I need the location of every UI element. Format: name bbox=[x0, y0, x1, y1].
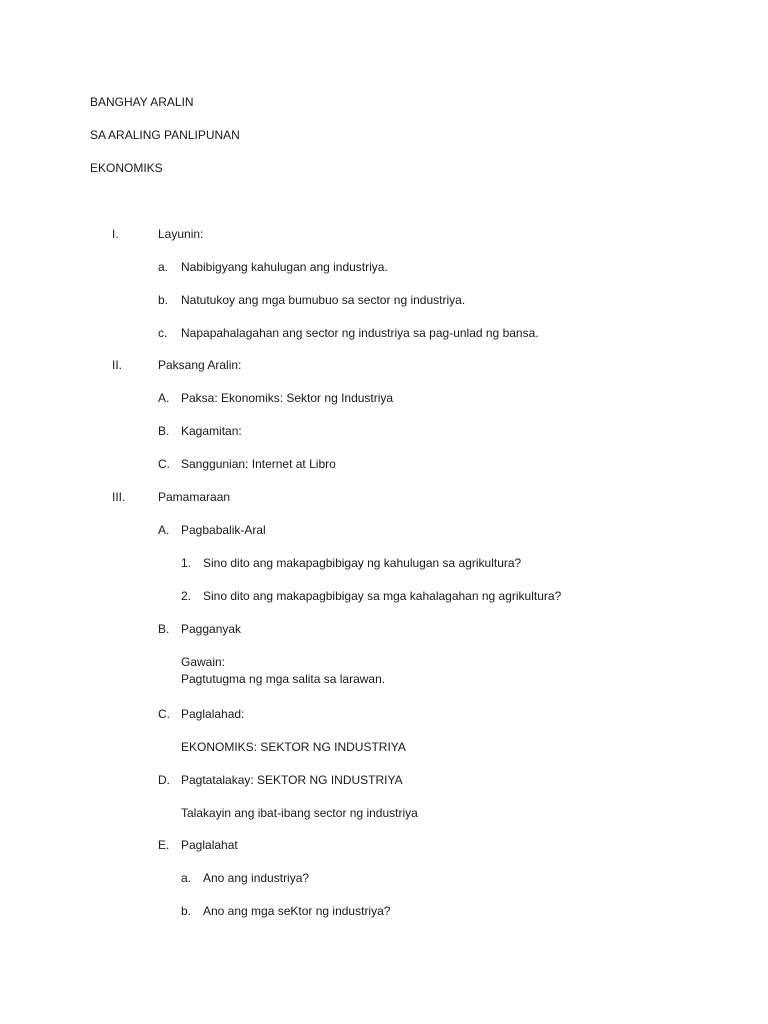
objective-marker: b. bbox=[158, 293, 169, 307]
document-title: BANGHAY ARALIN bbox=[90, 95, 194, 109]
materials-text: Kagamitan: bbox=[181, 424, 242, 438]
document-subject: EKONOMIKS bbox=[90, 161, 163, 175]
procedure-b-marker: B. bbox=[158, 622, 170, 636]
materials-marker: B. bbox=[158, 424, 170, 438]
procedure-a-marker: A. bbox=[158, 523, 170, 537]
procedure-b-text: Pagganyak bbox=[181, 622, 242, 636]
procedure-e-marker: E. bbox=[158, 838, 170, 852]
procedure-e-text: Paglalahat bbox=[181, 838, 238, 852]
generalization-question-marker: a. bbox=[181, 871, 192, 885]
procedure-d-marker: D. bbox=[158, 773, 170, 787]
generalization-question-marker: b. bbox=[181, 904, 192, 918]
presentation-text: EKONOMIKS: SEKTOR NG INDUSTRIYA bbox=[181, 740, 406, 754]
objective-marker: c. bbox=[158, 326, 168, 340]
objective-marker: a. bbox=[158, 260, 169, 274]
objective-text: Napapahalagahan ang sector ng industriya sa pag-unlad ng bansa. bbox=[181, 326, 539, 340]
generalization-question-text: Ano ang mga seKtor ng industriya? bbox=[203, 904, 391, 918]
discussion-text: Talakayin ang ibat-ibang sector ng industriya bbox=[181, 806, 418, 820]
section-1-numeral: I. bbox=[112, 227, 119, 241]
review-question-marker: 1. bbox=[181, 556, 192, 570]
activity-label: Gawain: bbox=[181, 655, 226, 669]
reference-marker: C. bbox=[158, 457, 170, 471]
procedure-a-text: Pagbabalik-Aral bbox=[181, 523, 266, 537]
section-3-heading: Pamamaraan bbox=[158, 490, 231, 504]
section-1-heading: Layunin: bbox=[158, 227, 204, 241]
section-3-numeral: III. bbox=[112, 490, 126, 504]
topic-text: Paksa: Ekonomiks: Sektor ng Industriya bbox=[181, 391, 394, 405]
review-question-marker: 2. bbox=[181, 589, 192, 603]
section-2-numeral: II. bbox=[112, 358, 123, 372]
generalization-question-text: Ano ang industriya? bbox=[203, 871, 310, 885]
procedure-d-text: Pagtatalakay: SEKTOR NG INDUSTRIYA bbox=[181, 773, 403, 787]
review-question-text: Sino dito ang makapagbibigay ng kahulugan sa agrikultura? bbox=[203, 556, 522, 570]
procedure-c-marker: C. bbox=[158, 707, 170, 721]
reference-text: Sanggunian: Internet at Libro bbox=[181, 457, 336, 471]
review-question-text: Sino dito ang makapagbibigay sa mga kahalagahan ng agrikultura? bbox=[203, 589, 562, 603]
objective-text: Natutukoy ang mga bumubuo sa sector ng industriya. bbox=[181, 293, 466, 307]
procedure-c-text: Paglalahad: bbox=[181, 707, 245, 721]
document-subtitle: SA ARALING PANLIPUNAN bbox=[90, 128, 240, 142]
objective-text: Nabibigyang kahulugan ang industriya. bbox=[181, 260, 388, 274]
section-2-heading: Paksang Aralin: bbox=[158, 358, 242, 372]
topic-marker: A. bbox=[158, 391, 170, 405]
activity-text: Pagtutugma ng mga salita sa larawan. bbox=[181, 672, 386, 686]
